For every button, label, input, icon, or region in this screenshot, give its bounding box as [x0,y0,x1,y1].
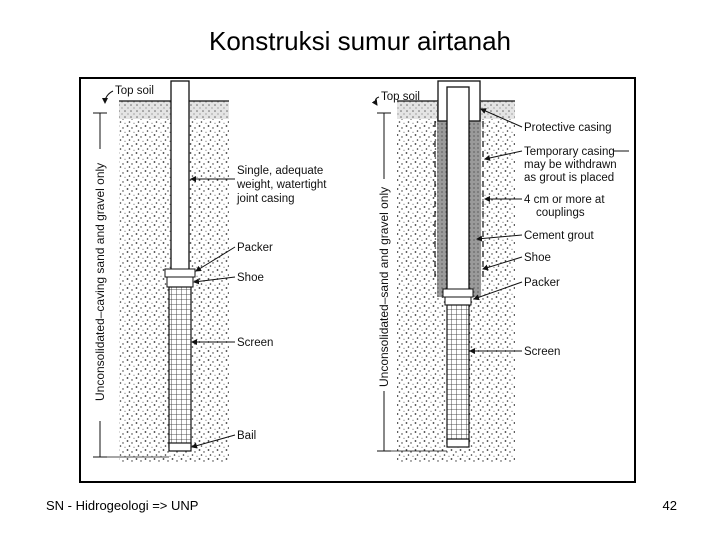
right-temporary-casing-line-3: as grout is placed [524,172,615,184]
right-screen [447,305,469,443]
slide-title: Konstruksi sumur airtanah [208,26,512,56]
right-spacing-line-1: 4 cm or more at [524,194,605,206]
right-protective-casing-label: Protective casing [524,122,612,134]
left-casing [171,81,189,277]
left-vertical-label: Unconsolidated–caving sand and gravel only [93,162,107,401]
well-construction-figure [79,77,636,483]
right-cement-grout-label: Cement grout [524,230,594,242]
right-top-soil-label: Top soil [381,91,420,103]
left-bail [169,443,191,451]
right-shoe-label: Shoe [524,252,551,264]
left-packer [165,269,195,277]
left-casing-label-line-3: joint casing [237,193,295,205]
right-packer [445,297,471,305]
right-temporary-casing-line-1: Temporary casing [524,146,615,158]
left-shoe [167,277,193,287]
slide-footer: SN - Hidrogeologi => UNP [46,498,199,513]
well-diagram-svg [81,79,636,483]
right-vertical-label: Unconsolidated–sand and gravel only [377,186,391,387]
left-shoe-label: Shoe [237,272,264,284]
right-packer-label: Packer [524,277,560,289]
page-number: 42 [662,498,677,513]
left-screen [169,287,191,447]
right-temporary-casing-line-2: may be withdrawn [524,159,617,171]
left-top-soil-label: Top soil [115,85,154,97]
right-shoe [443,289,473,297]
left-packer-label: Packer [237,242,273,254]
left-bail-label: Bail [237,430,257,442]
right-spacing-line-2: couplings [536,207,585,219]
right-well [375,81,629,462]
left-well [92,81,327,462]
left-casing-label-line-1: Single, adequate [237,165,324,177]
left-screen-label: Screen [237,337,274,349]
left-casing-label-line-2: weight, watertight [237,179,327,191]
right-screen-label: Screen [524,346,561,358]
right-inner-casing [447,87,469,295]
